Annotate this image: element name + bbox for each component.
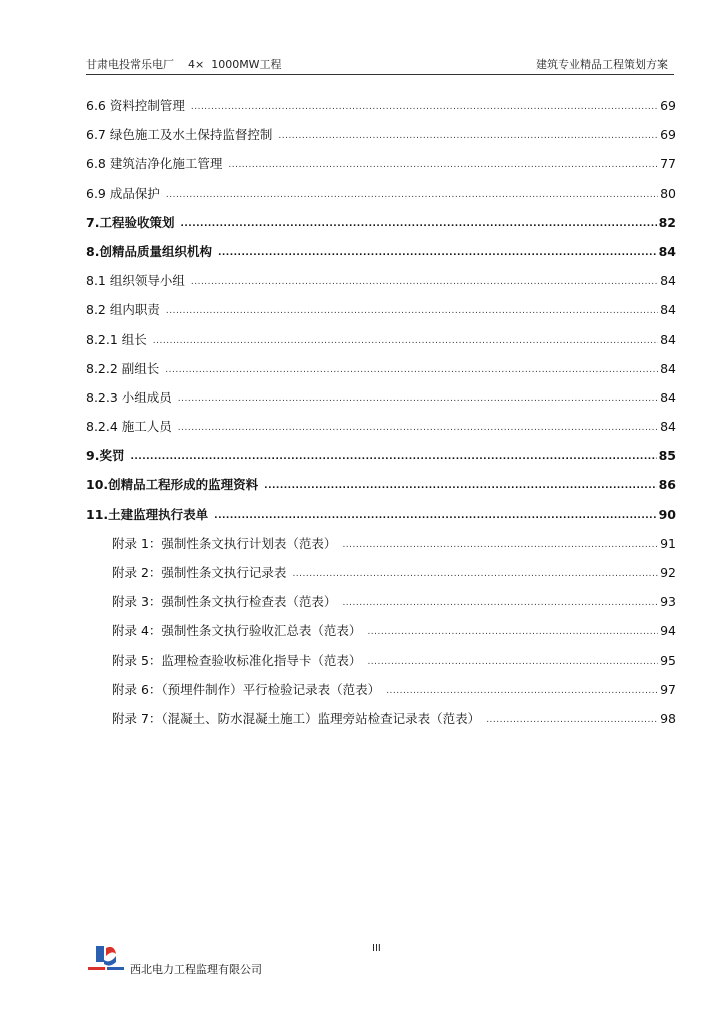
toc-entry-label: 附录 2：强制性条文执行记录表 xyxy=(112,565,287,580)
toc-entry-page: 90 xyxy=(658,506,676,522)
toc-leader-dots xyxy=(178,419,658,437)
toc-leader-dots xyxy=(367,623,658,641)
toc-leader-dots xyxy=(191,98,658,116)
toc-entry-page: 94 xyxy=(660,623,676,639)
toc-entry-page: 84 xyxy=(660,302,676,318)
toc-leader-dots xyxy=(218,244,657,262)
toc-entry-label: 10.创精品工程形成的监理资料 xyxy=(86,477,259,493)
page-number: III xyxy=(372,943,381,954)
toc-leader-dots xyxy=(278,127,658,145)
toc-entry[interactable] xyxy=(86,273,676,302)
toc-entry-label: 8.2.2 副组长 xyxy=(86,360,160,376)
toc-entry-page: 91 xyxy=(660,535,676,551)
toc-entry[interactable] xyxy=(86,390,676,419)
toc-entry-label: 附录 6：（预埋件制作）平行检验记录表（范表） xyxy=(112,681,381,697)
toc-entry-page: 95 xyxy=(660,652,676,668)
toc-entry[interactable] xyxy=(86,127,676,156)
toc-entry-label: 附录 4：强制性条文执行验收汇总表（范表） xyxy=(112,623,362,639)
toc-entry-label: 7.工程验收策划 xyxy=(86,214,175,230)
toc-entry-label: 8.2.3 小组成员 xyxy=(86,389,172,405)
toc-entry-label: 6.9 成品保护 xyxy=(86,185,160,201)
toc-leader-dots xyxy=(228,156,658,174)
page-header xyxy=(86,56,672,72)
toc-entry-label: 8.创精品质量组织机构 xyxy=(86,243,212,259)
toc-entry[interactable] xyxy=(86,215,676,244)
toc-entry-label: 9.奖罚 xyxy=(86,448,125,464)
toc-entry-page: 98 xyxy=(660,710,676,726)
header-divider xyxy=(86,74,674,75)
header-document-title: 建筑专业精品工程策划方案 xyxy=(536,58,668,71)
toc-entry-label: 8.2.1 组长 xyxy=(86,331,147,347)
toc-entry[interactable] xyxy=(86,507,676,536)
toc-entry-page: 82 xyxy=(658,214,676,230)
toc-entry-label: 8.2 组内职责 xyxy=(86,302,160,318)
toc-entry-label: 8.1 组织领导小组 xyxy=(86,273,185,289)
toc-entry-page: 77 xyxy=(660,156,676,172)
toc-leader-dots xyxy=(292,565,658,583)
toc-entry-page: 86 xyxy=(658,477,676,493)
toc-entry-page: 97 xyxy=(660,681,676,697)
toc-entry-label: 附录 1：强制性条文执行计划表（范表） xyxy=(112,535,337,551)
toc-entry-label: 附录 3：强制性条文执行检查表（范表） xyxy=(112,594,337,610)
toc-leader-dots xyxy=(264,477,656,495)
toc-leader-dots xyxy=(486,711,658,729)
toc-leader-dots xyxy=(178,390,658,408)
toc-entry-page: 84 xyxy=(660,389,676,405)
toc-leader-dots xyxy=(165,361,658,379)
toc-entry[interactable] xyxy=(86,536,676,565)
toc-leader-dots xyxy=(214,507,656,525)
toc-leader-dots xyxy=(153,332,658,350)
toc-entry[interactable] xyxy=(86,448,676,477)
header-project-title: 甘肃电投常乐电厂 4× 1000MW工程 xyxy=(86,58,282,71)
toc-entry-label: 6.8 建筑洁净化施工管理 xyxy=(86,156,223,172)
toc-entry-page: 84 xyxy=(660,273,676,289)
toc-entry-label: 6.6 资料控制管理 xyxy=(86,98,185,113)
toc-leader-dots xyxy=(180,215,656,233)
toc-entry[interactable] xyxy=(86,682,676,711)
table-of-contents xyxy=(86,98,676,740)
toc-entry[interactable] xyxy=(86,711,676,740)
toc-leader-dots xyxy=(367,653,658,671)
footer-company-name: 西北电力工程监理有限公司 xyxy=(130,963,262,976)
company-logo-icon xyxy=(86,942,126,974)
toc-entry[interactable] xyxy=(86,565,676,594)
toc-entry[interactable] xyxy=(86,98,676,127)
toc-leader-dots xyxy=(342,536,658,554)
toc-entry-label: 6.7 绿色施工及水土保持监督控制 xyxy=(86,127,273,143)
toc-entry-label: 8.2.4 施工人员 xyxy=(86,419,172,435)
toc-entry-label: 附录 7：（混凝土、防水混凝土施工）监理旁站检查记录表（范表） xyxy=(112,710,481,726)
toc-entry-page: 84 xyxy=(660,419,676,435)
toc-leader-dots xyxy=(166,302,658,320)
toc-entry-label: 11.土建监理执行表单 xyxy=(86,506,209,522)
toc-entry-page: 92 xyxy=(660,565,676,580)
toc-entry-page: 80 xyxy=(660,185,676,201)
toc-entry-page: 69 xyxy=(660,127,676,143)
toc-entry-page: 85 xyxy=(658,448,676,464)
toc-entry[interactable] xyxy=(86,653,676,682)
toc-entry[interactable] xyxy=(86,361,676,390)
toc-leader-dots xyxy=(130,448,656,466)
toc-entry[interactable] xyxy=(86,186,676,215)
toc-entry-page: 69 xyxy=(660,98,676,113)
toc-entry-page: 84 xyxy=(658,243,676,259)
toc-leader-dots xyxy=(342,594,658,612)
toc-entry[interactable] xyxy=(86,419,676,448)
toc-entry-label: 附录 5：监理检查验收标准化指导卡（范表） xyxy=(112,652,362,668)
toc-entry-page: 93 xyxy=(660,594,676,610)
toc-leader-dots xyxy=(386,682,658,700)
toc-leader-dots xyxy=(191,273,658,291)
toc-entry[interactable] xyxy=(86,332,676,361)
toc-entry[interactable] xyxy=(86,244,676,273)
toc-entry[interactable] xyxy=(86,156,676,185)
toc-entry[interactable] xyxy=(86,302,676,331)
toc-entry[interactable] xyxy=(86,594,676,623)
toc-entry[interactable] xyxy=(86,477,676,506)
toc-leader-dots xyxy=(166,186,658,204)
toc-entry-page: 84 xyxy=(660,331,676,347)
toc-entry[interactable] xyxy=(86,623,676,652)
toc-entry-page: 84 xyxy=(660,360,676,376)
